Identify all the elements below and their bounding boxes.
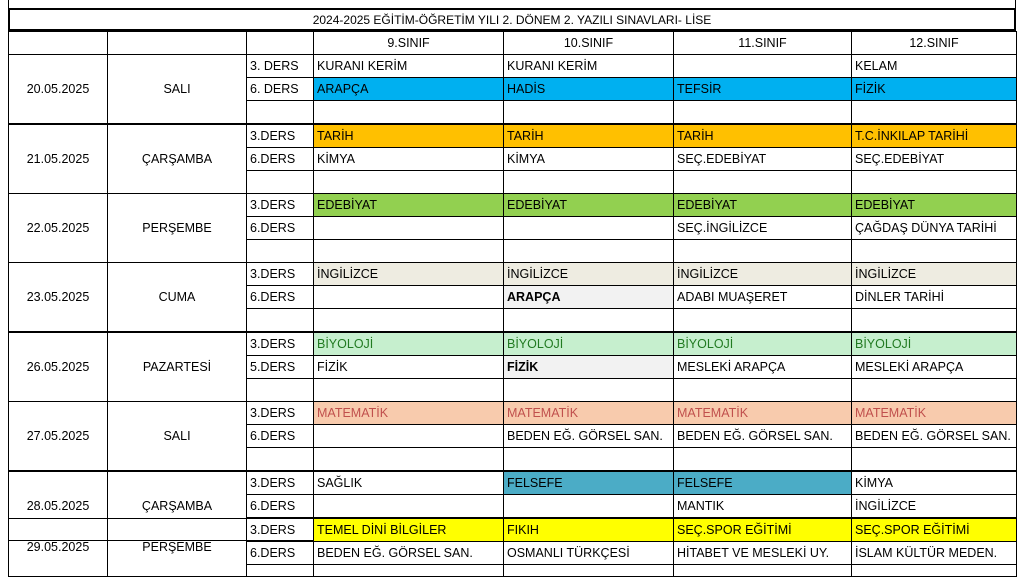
exam-subject-cell[interactable]: EDEBİYAT <box>851 193 1017 217</box>
exam-day[interactable]: PAZARTESİ <box>107 332 247 402</box>
exam-date[interactable]: 29.05.2025 <box>8 518 108 577</box>
spacer-cell[interactable] <box>673 564 852 577</box>
exam-subject-cell[interactable]: SAĞLIK <box>313 471 504 495</box>
exam-date[interactable]: 27.05.2025 <box>8 401 108 471</box>
exam-subject-cell[interactable] <box>503 216 674 240</box>
header-blank-period[interactable] <box>246 31 314 55</box>
spacer-cell[interactable] <box>503 564 674 577</box>
exam-subject-cell[interactable]: MATEMATİK <box>503 401 674 425</box>
exam-subject-cell[interactable]: BİYOLOJİ <box>503 332 674 356</box>
spacer-cell[interactable] <box>673 378 852 402</box>
exam-subject-cell[interactable]: ÇAĞDAŞ DÜNYA TARİHİ <box>851 216 1017 240</box>
spacer-cell[interactable] <box>851 564 1017 577</box>
exam-subject-cell[interactable] <box>503 494 674 518</box>
exam-subject-cell[interactable]: MESLEKİ ARAPÇA <box>851 355 1017 379</box>
exam-subject-cell[interactable]: BİYOLOJİ <box>851 332 1017 356</box>
exam-subject-cell[interactable] <box>313 494 504 518</box>
exam-subject-cell[interactable]: HİTABET VE MESLEKİ UY. <box>673 541 852 565</box>
exam-subject-cell[interactable]: EDEBİYAT <box>503 193 674 217</box>
schedule-title[interactable]: 2024-2025 EĞİTİM-ÖĞRETİM YILI 2. DÖNEM 2. YAZILI SINAVLARI- LİSE <box>8 8 1016 31</box>
spacer-cell[interactable] <box>851 170 1017 194</box>
exam-subject-cell[interactable]: FİZİK <box>313 355 504 379</box>
exam-subject-cell[interactable] <box>673 54 852 78</box>
spacer-cell[interactable] <box>673 239 852 263</box>
exam-subject-cell[interactable]: TEMEL DİNİ BİLGİLER <box>313 518 504 542</box>
exam-subject-cell[interactable]: SEÇ.İNGİLİZCE <box>673 216 852 240</box>
period-label[interactable]: 6.DERS <box>246 147 314 171</box>
period-label[interactable]: 6.DERS <box>246 494 314 518</box>
exam-subject-cell[interactable]: KİMYA <box>503 147 674 171</box>
period-label[interactable]: 6.DERS <box>246 541 314 565</box>
exam-subject-cell[interactable] <box>313 216 504 240</box>
exam-subject-cell[interactable]: BEDEN EĞ. GÖRSEL SAN. <box>313 541 504 565</box>
exam-date[interactable]: 21.05.2025 <box>8 124 108 194</box>
exam-subject-cell[interactable]: SEÇ.SPOR EĞİTİMİ <box>673 518 852 542</box>
exam-day[interactable]: PERŞEMBE <box>107 518 247 577</box>
exam-subject-cell[interactable]: İNGİLİZCE <box>313 262 504 286</box>
spacer-cell[interactable] <box>851 378 1017 402</box>
exam-date[interactable]: 22.05.2025 <box>8 193 108 263</box>
period-label[interactable]: 6. DERS <box>246 77 314 101</box>
exam-subject-cell[interactable]: SEÇ.SPOR EĞİTİMİ <box>851 518 1017 542</box>
exam-subject-cell[interactable]: MATEMATİK <box>851 401 1017 425</box>
exam-date[interactable]: 23.05.2025 <box>8 262 108 332</box>
spacer-cell[interactable] <box>851 100 1017 124</box>
exam-subject-cell[interactable]: İNGİLİZCE <box>851 494 1017 518</box>
exam-subject-cell[interactable]: KURANI KERİM <box>313 54 504 78</box>
exam-subject-cell[interactable]: BEDEN EĞ. GÖRSEL SAN. <box>673 424 852 448</box>
period-label[interactable]: 3.DERS <box>246 332 314 356</box>
exam-subject-cell[interactable]: ARAPÇA <box>503 285 674 309</box>
period-label[interactable]: 3.DERS <box>246 518 314 542</box>
period-label[interactable]: 3.DERS <box>246 124 314 148</box>
exam-subject-cell[interactable]: SEÇ.EDEBİYAT <box>851 147 1017 171</box>
exam-date[interactable]: 28.05.2025 <box>8 471 108 541</box>
exam-subject-cell[interactable]: MESLEKİ ARAPÇA <box>673 355 852 379</box>
exam-day[interactable]: ÇARŞAMBA <box>107 124 247 194</box>
exam-subject-cell[interactable]: KİMYA <box>313 147 504 171</box>
exam-subject-cell[interactable]: TEFSİR <box>673 77 852 101</box>
spacer-cell[interactable] <box>851 239 1017 263</box>
spacer-cell[interactable] <box>246 564 314 577</box>
period-label[interactable]: 3.DERS <box>246 471 314 495</box>
spacer-cell[interactable] <box>503 170 674 194</box>
exam-subject-cell[interactable]: İNGİLİZCE <box>673 262 852 286</box>
exam-subject-cell[interactable]: BİYOLOJİ <box>673 332 852 356</box>
grade-header[interactable]: 9.SINIF <box>313 31 504 55</box>
spacer-cell[interactable] <box>503 447 674 471</box>
exam-subject-cell[interactable]: KURANI KERİM <box>503 54 674 78</box>
period-label[interactable]: 3.DERS <box>246 401 314 425</box>
spacer-cell[interactable] <box>673 100 852 124</box>
spacer-cell[interactable] <box>503 308 674 332</box>
period-label[interactable]: 6.DERS <box>246 285 314 309</box>
spacer-cell[interactable] <box>673 447 852 471</box>
spacer-cell[interactable] <box>246 447 314 471</box>
exam-subject-cell[interactable]: TARİH <box>673 124 852 148</box>
exam-subject-cell[interactable]: İNGİLİZCE <box>851 262 1017 286</box>
spacer-cell[interactable] <box>503 378 674 402</box>
exam-subject-cell[interactable]: TARİH <box>503 124 674 148</box>
sheet-top-edge <box>8 0 1016 8</box>
spacer-cell[interactable] <box>246 100 314 124</box>
period-label[interactable]: 3.DERS <box>246 262 314 286</box>
period-label[interactable]: 6.DERS <box>246 424 314 448</box>
exam-subject-cell[interactable]: FİZİK <box>851 77 1017 101</box>
exam-day[interactable]: CUMA <box>107 262 247 332</box>
exam-subject-cell[interactable]: MATEMATİK <box>313 401 504 425</box>
grade-header[interactable]: 10.SINIF <box>503 31 674 55</box>
exam-subject-cell[interactable]: OSMANLI TÜRKÇESİ <box>503 541 674 565</box>
exam-subject-cell[interactable]: DİNLER TARİHİ <box>851 285 1017 309</box>
spacer-cell[interactable] <box>313 170 504 194</box>
spacer-cell[interactable] <box>313 239 504 263</box>
spacer-cell[interactable] <box>851 308 1017 332</box>
spacer-cell[interactable] <box>313 447 504 471</box>
period-label[interactable]: 5.DERS <box>246 355 314 379</box>
spacer-cell[interactable] <box>673 170 852 194</box>
period-label[interactable]: 3. DERS <box>246 54 314 78</box>
exam-subject-cell[interactable]: EDEBİYAT <box>313 193 504 217</box>
header-blank-date[interactable] <box>8 31 108 55</box>
exam-subject-cell[interactable]: BEDEN EĞ. GÖRSEL SAN. <box>851 424 1017 448</box>
spacer-cell[interactable] <box>313 378 504 402</box>
exam-subject-cell[interactable]: MATEMATİK <box>673 401 852 425</box>
exam-subject-cell[interactable]: FELSEFE <box>503 471 674 495</box>
exam-subject-cell[interactable]: FELSEFE <box>673 471 852 495</box>
exam-subject-cell[interactable]: FIKIH <box>503 518 674 542</box>
exam-day[interactable]: SALI <box>107 54 247 124</box>
exam-date[interactable]: 26.05.2025 <box>8 332 108 402</box>
exam-subject-cell[interactable]: BİYOLOJİ <box>313 332 504 356</box>
exam-subject-cell[interactable]: ARAPÇA <box>313 77 504 101</box>
exam-subject-cell[interactable]: ADABI MUAŞERET <box>673 285 852 309</box>
exam-subject-cell[interactable]: MANTIK <box>673 494 852 518</box>
exam-subject-cell[interactable]: TARİH <box>313 124 504 148</box>
exam-subject-cell[interactable] <box>313 424 504 448</box>
exam-subject-cell[interactable]: FİZİK <box>503 355 674 379</box>
exam-subject-cell[interactable] <box>313 285 504 309</box>
spacer-cell[interactable] <box>246 378 314 402</box>
exam-date[interactable]: 20.05.2025 <box>8 54 108 124</box>
exam-subject-cell[interactable]: T.C.İNKILAP TARİHİ <box>851 124 1017 148</box>
exam-day[interactable]: PERŞEMBE <box>107 193 247 263</box>
exam-subject-cell[interactable]: EDEBİYAT <box>673 193 852 217</box>
exam-subject-cell[interactable]: BEDEN EĞ. GÖRSEL SAN. <box>503 424 674 448</box>
spacer-cell[interactable] <box>503 239 674 263</box>
exam-day[interactable]: ÇARŞAMBA <box>107 471 247 541</box>
exam-subject-cell[interactable]: İNGİLİZCE <box>503 262 674 286</box>
exam-subject-cell[interactable]: HADİS <box>503 77 674 101</box>
spacer-cell[interactable] <box>313 308 504 332</box>
exam-subject-cell[interactable]: KİMYA <box>851 471 1017 495</box>
spacer-cell[interactable] <box>246 239 314 263</box>
grade-header[interactable]: 12.SINIF <box>851 31 1017 55</box>
spacer-cell[interactable] <box>673 308 852 332</box>
exam-subject-cell[interactable]: KELAM <box>851 54 1017 78</box>
spacer-cell[interactable] <box>313 100 504 124</box>
period-label[interactable]: 3.DERS <box>246 193 314 217</box>
exam-subject-cell[interactable]: SEÇ.EDEBİYAT <box>673 147 852 171</box>
period-label[interactable]: 6.DERS <box>246 216 314 240</box>
spacer-cell[interactable] <box>246 170 314 194</box>
exam-day[interactable]: SALI <box>107 401 247 471</box>
spacer-cell[interactable] <box>503 100 674 124</box>
spacer-cell[interactable] <box>246 308 314 332</box>
spacer-cell[interactable] <box>313 564 504 577</box>
grade-header[interactable]: 11.SINIF <box>673 31 852 55</box>
header-blank-day[interactable] <box>107 31 247 55</box>
spacer-cell[interactable] <box>851 447 1017 471</box>
exam-subject-cell[interactable]: İSLAM KÜLTÜR MEDEN. <box>851 541 1017 565</box>
